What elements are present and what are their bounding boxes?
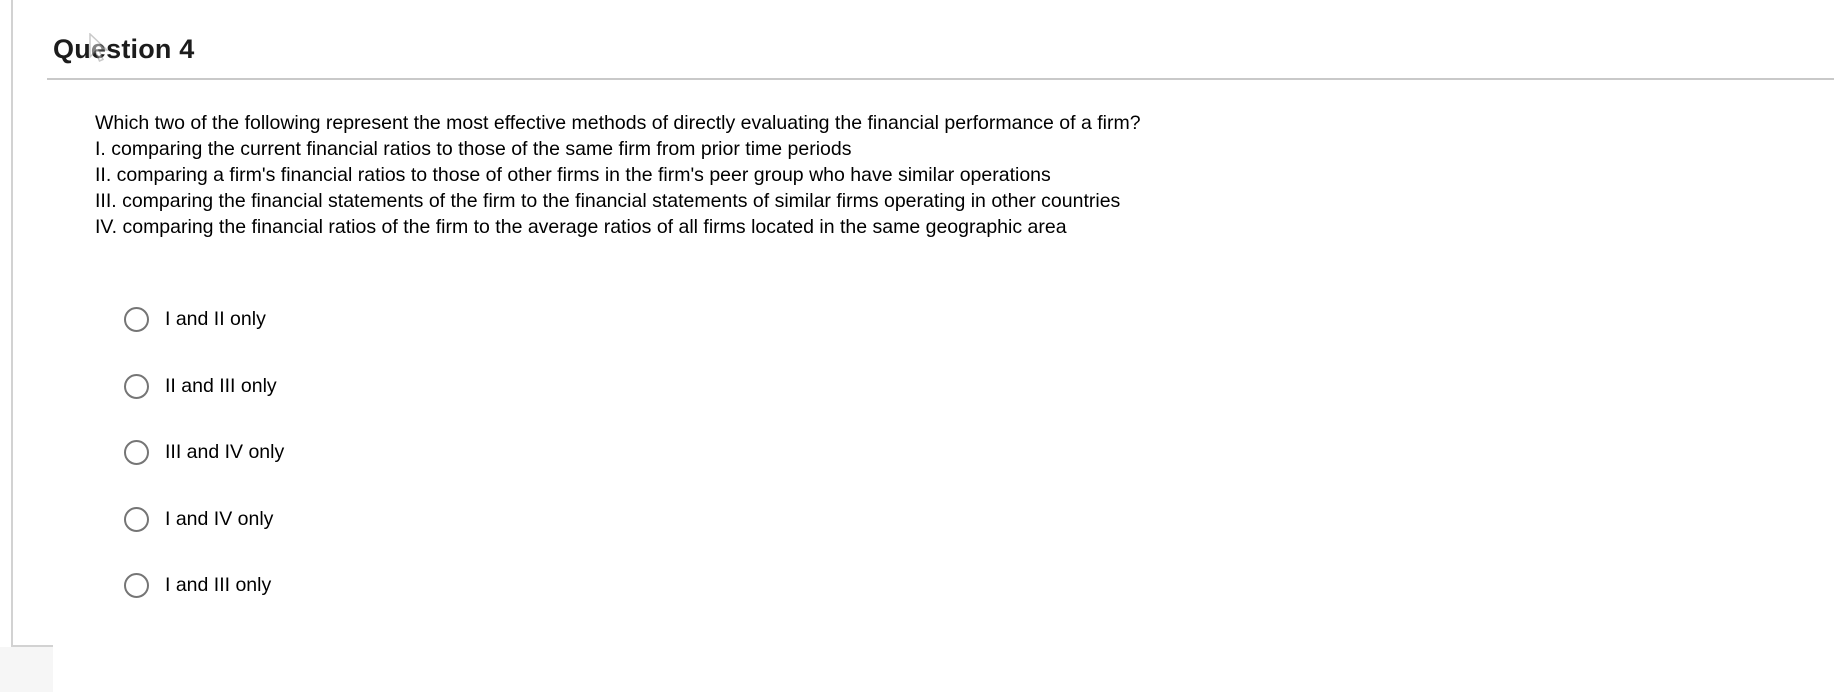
option-row-2[interactable] — [124, 373, 284, 400]
answer-options — [124, 306, 284, 639]
radio-button-2[interactable] — [124, 374, 149, 399]
statement-2: II. comparing a firm's financial ratios to those of other firms in the firm's peer group who have similar operations — [95, 164, 1051, 186]
option-row-3[interactable] — [124, 439, 284, 466]
radio-button-4[interactable] — [124, 507, 149, 532]
option-row-5[interactable] — [124, 572, 284, 599]
option-label-2[interactable]: II and III only — [165, 374, 277, 397]
radio-button-1[interactable] — [124, 307, 149, 332]
card-left-border — [11, 0, 13, 646]
statement-4: IV. comparing the financial ratios of the firm to the average ratios of all firms located in the same geographic area — [95, 216, 1067, 238]
option-label-5[interactable]: I and III only — [165, 574, 272, 596]
question-heading: Question 4 — [53, 34, 195, 64]
option-row-1[interactable] — [124, 306, 284, 333]
radio-button-3[interactable] — [124, 440, 149, 465]
statement-1: I. comparing the current financial ratios to those of the same firm from prior time periods — [95, 138, 852, 160]
option-label-1[interactable]: I and II only — [165, 308, 266, 330]
corner-block — [0, 647, 53, 692]
heading-divider — [47, 78, 1834, 80]
option-label-4[interactable]: I and IV only — [165, 507, 274, 530]
radio-button-5[interactable] — [124, 573, 149, 598]
question-text-block — [95, 110, 1141, 240]
option-row-4[interactable] — [124, 506, 284, 533]
option-label-3[interactable]: III and IV only — [165, 441, 285, 463]
statement-3: III. comparing the financial statements of the firm to the financial statements of similar firms operating in other countries — [95, 190, 1121, 212]
question-stem: Which two of the following represent the most effective methods of directly evaluating the financial performance of a firm? — [95, 112, 1141, 134]
